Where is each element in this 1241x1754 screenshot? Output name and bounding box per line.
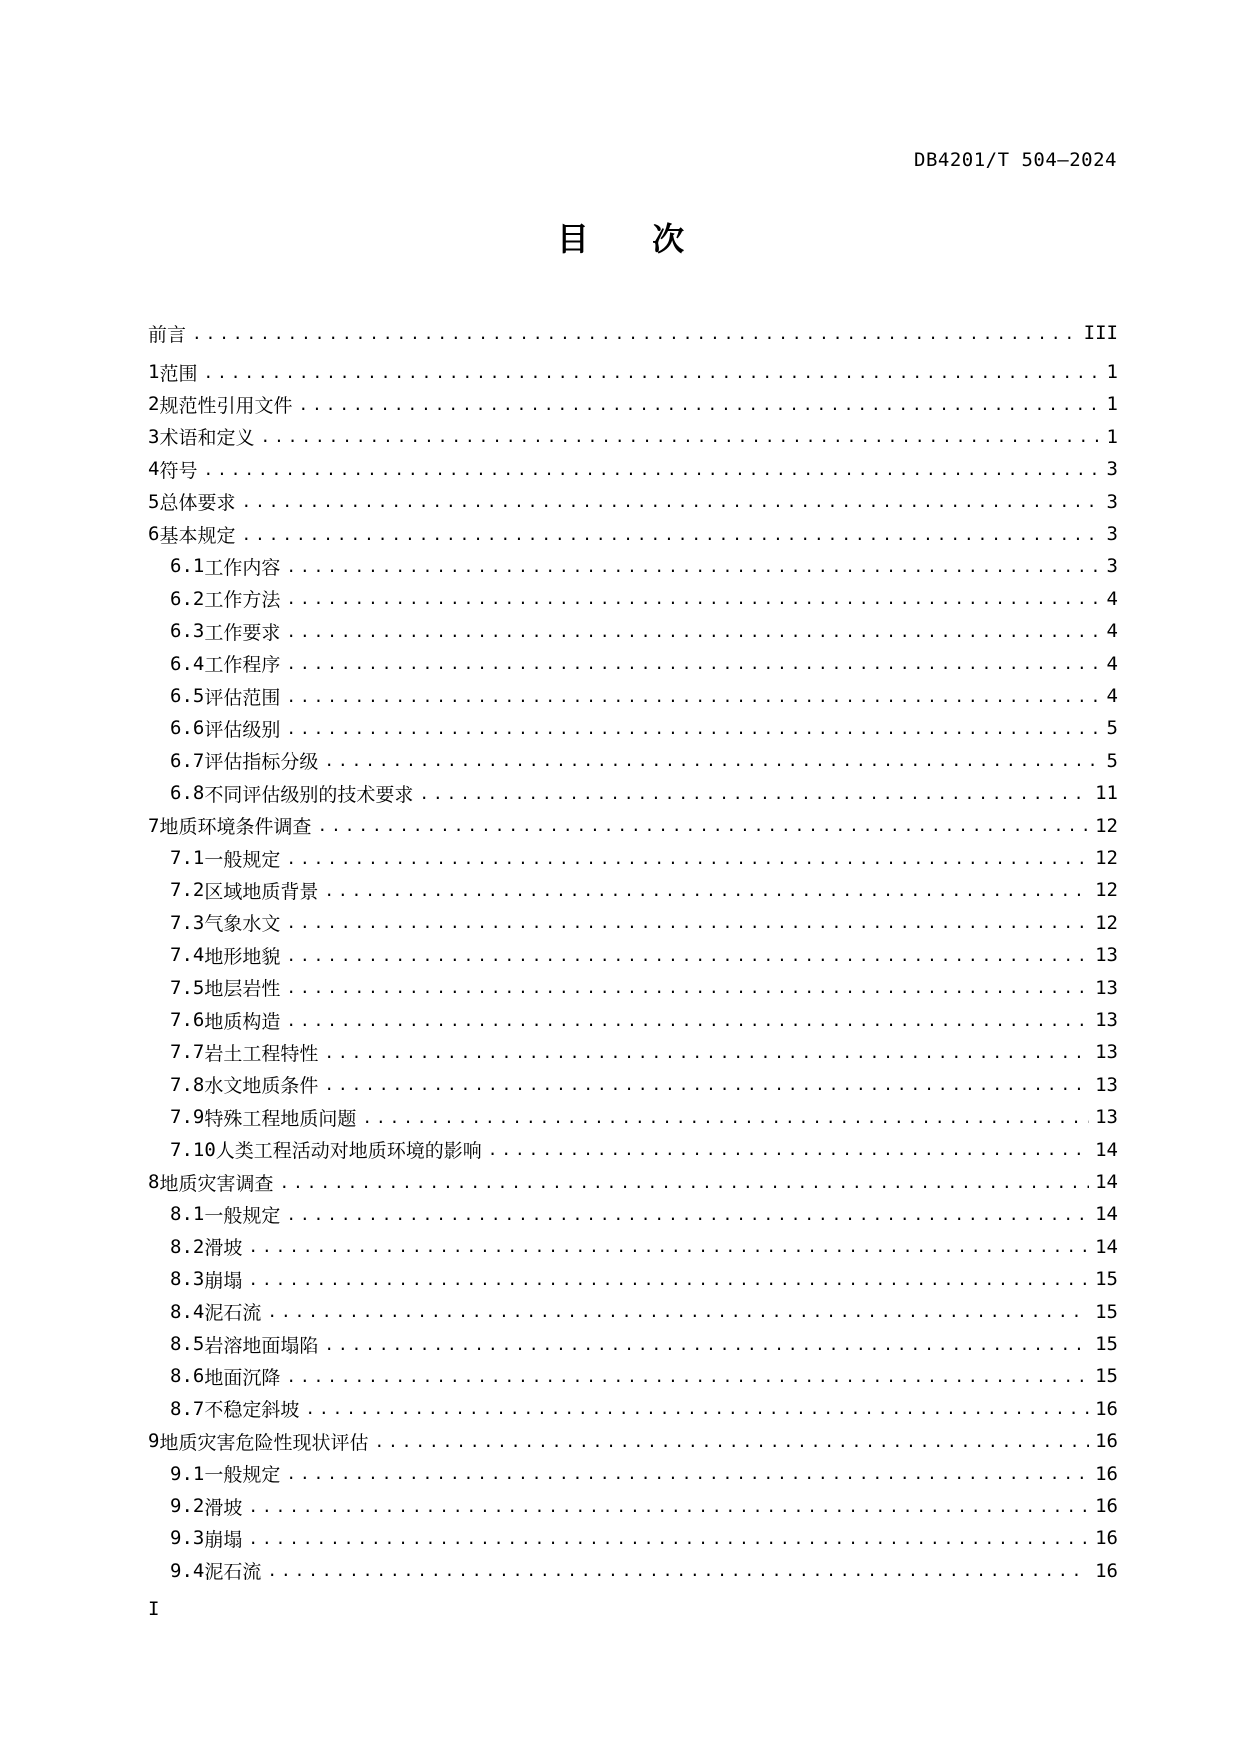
toc-entry-page: 12	[1095, 879, 1118, 902]
toc-entry[interactable]	[148, 811, 1118, 841]
toc-dot-leader	[286, 687, 1100, 706]
toc-entry-label: 范围	[159, 362, 198, 385]
toc-entry-label: 人类工程活动对地质环境的影响	[215, 1140, 482, 1163]
toc-entry[interactable]	[148, 746, 1118, 776]
toc-entry-number: 7.10	[170, 1138, 216, 1161]
toc-entry-page: 16	[1095, 1462, 1118, 1485]
toc-dot-leader	[286, 1464, 1089, 1483]
toc-entry-number: 6.8	[170, 782, 205, 805]
toc-entry-label: 工作内容	[204, 556, 281, 579]
toc-entry[interactable]	[148, 1426, 1118, 1456]
toc-entry[interactable]	[148, 1264, 1118, 1294]
toc-entry-page: 14	[1095, 1235, 1118, 1258]
toc-entry-number: 8.7	[170, 1397, 205, 1420]
footer-page-number: I	[148, 1598, 160, 1620]
toc-dot-leader	[324, 1043, 1089, 1062]
toc-entry[interactable]	[148, 1329, 1118, 1359]
toc-entry-page: 13	[1095, 944, 1118, 967]
toc-entry-page: 13	[1095, 976, 1118, 999]
toc-entry[interactable]	[148, 1361, 1118, 1391]
toc-dot-leader	[286, 1205, 1089, 1224]
toc-entry[interactable]	[148, 487, 1118, 517]
toc-entry-number: 3	[148, 425, 160, 448]
toc-dot-leader	[267, 1302, 1089, 1321]
toc-dot-leader	[286, 719, 1100, 738]
toc-entry-page: 3	[1106, 490, 1118, 513]
toc-entry-page: 16	[1095, 1527, 1118, 1550]
toc-entry[interactable]	[148, 454, 1118, 484]
toc-entry-number: 9.2	[170, 1495, 205, 1517]
toc-dot-leader	[248, 1497, 1089, 1516]
toc-entry-label: 地质构造	[204, 1010, 281, 1033]
toc-dot-leader	[248, 1529, 1089, 1548]
toc-entry-page: 13	[1095, 1041, 1118, 1064]
toc-entry-page: 4	[1106, 652, 1118, 675]
toc-dot-leader	[267, 1561, 1089, 1580]
toc-entry-page: 1	[1106, 425, 1118, 448]
toc-dot-leader	[248, 1270, 1089, 1289]
toc-entry-page: 3	[1106, 555, 1118, 578]
toc-entry[interactable]	[148, 1070, 1118, 1100]
toc-entry-label: 水文地质条件	[204, 1075, 319, 1098]
toc-entry[interactable]	[148, 1459, 1118, 1489]
toc-entry-number: 7.6	[170, 1009, 205, 1031]
toc-dot-leader	[241, 525, 1100, 544]
toc-entry[interactable]	[148, 973, 1118, 1003]
toc-entry-number: 6.4	[170, 652, 205, 675]
toc-entry-number: 7.8	[170, 1073, 205, 1096]
toc-dot-leader	[374, 1432, 1089, 1451]
toc-entry[interactable]	[148, 1232, 1118, 1262]
toc-entry-page: 4	[1106, 685, 1118, 707]
toc-dot-leader	[324, 1335, 1089, 1354]
toc-entry-page: 3	[1106, 523, 1118, 545]
toc-entry-label: 泥石流	[204, 1561, 262, 1584]
toc-entry-label: 特殊工程地质问题	[204, 1107, 357, 1130]
toc-dot-leader	[286, 849, 1089, 868]
toc-entry[interactable]	[148, 1102, 1118, 1132]
toc-entry-label: 岩溶地面塌陷	[204, 1334, 319, 1357]
toc-entry-number: 7.3	[170, 911, 205, 934]
toc-entry[interactable]	[148, 389, 1118, 419]
toc-entry-page: 13	[1095, 1073, 1118, 1096]
toc-entry[interactable]	[148, 649, 1118, 679]
toc-entry-number: 8	[148, 1171, 160, 1193]
toc-entry-label: 地质灾害危险性现状评估	[159, 1431, 369, 1454]
toc-entry-number: 7.9	[170, 1106, 205, 1129]
toc-entry-number: 2	[148, 393, 160, 416]
toc-entry-page: 4	[1106, 620, 1118, 643]
toc-entry-label: 评估指标分级	[204, 751, 319, 774]
toc-entry[interactable]	[148, 551, 1118, 581]
toc-entry-label: 术语和定义	[159, 427, 255, 450]
toc-dot-leader	[192, 324, 1078, 343]
toc-entry[interactable]	[148, 584, 1118, 614]
toc-dot-leader	[362, 1108, 1089, 1127]
toc-entry-label: 总体要求	[159, 492, 236, 515]
toc-entry-number: 8.3	[170, 1268, 205, 1291]
toc-entry[interactable]	[148, 1297, 1118, 1327]
toc-entry-number: 6.7	[170, 749, 205, 772]
toc-entry-label: 地层岩性	[204, 978, 281, 1001]
toc-entry[interactable]	[148, 519, 1118, 549]
toc-dot-leader	[260, 427, 1100, 446]
toc-dot-leader	[298, 395, 1100, 414]
toc-entry-number: 7	[148, 814, 160, 837]
toc-entry-label: 区域地质背景	[204, 880, 319, 903]
toc-entry-number: 7.4	[170, 944, 205, 967]
toc-entry-page: 15	[1095, 1300, 1118, 1323]
toc-entry[interactable]	[148, 1167, 1118, 1197]
toc-entry-label: 工作方法	[204, 589, 281, 612]
toc-entry-label: 岩土工程特性	[204, 1042, 319, 1065]
toc-entry-page: 16	[1095, 1495, 1118, 1517]
toc-entry-number: 8.4	[170, 1300, 205, 1323]
toc-entry-page: 14	[1095, 1171, 1118, 1193]
toc-entry[interactable]	[148, 1523, 1118, 1553]
toc-entry-label: 气象水文	[204, 913, 281, 936]
toc-entry[interactable]	[148, 875, 1118, 905]
toc-entry-number: 9.4	[170, 1559, 205, 1582]
toc-entry-page: 12	[1095, 911, 1118, 934]
toc-entry-page: 15	[1095, 1333, 1118, 1355]
toc-entry-number: 7.2	[170, 879, 205, 902]
toc-entry-page: 14	[1095, 1138, 1118, 1161]
toc-entry-label: 滑坡	[204, 1496, 243, 1519]
toc-entry-number: 8.2	[170, 1235, 205, 1258]
toc-dot-leader	[324, 1075, 1089, 1094]
toc-entry-label: 不稳定斜坡	[204, 1399, 300, 1422]
toc-dot-leader	[324, 751, 1100, 770]
toc-entry-page: 5	[1106, 749, 1118, 772]
toc-entry-label: 崩塌	[204, 1269, 243, 1292]
toc-entry-page: 12	[1095, 847, 1118, 869]
toc-entry-page: 14	[1095, 1203, 1118, 1226]
toc-entry-label: 评估级别	[204, 718, 281, 741]
toc-entry-page: 4	[1106, 587, 1118, 610]
toc-dot-leader	[286, 557, 1100, 576]
toc-dot-leader	[286, 913, 1089, 932]
toc-entry-label: 符号	[159, 459, 198, 482]
toc-entry-number: 6.5	[170, 685, 205, 707]
toc-entry-number: 1	[148, 361, 160, 383]
toc-dot-leader	[203, 363, 1100, 382]
page-title	[0, 214, 1241, 260]
toc-entry-page: 11	[1095, 782, 1118, 805]
toc-entry[interactable]	[148, 357, 1118, 387]
toc-dot-leader	[241, 492, 1100, 511]
toc-entry-page: III	[1083, 322, 1118, 344]
toc-entry[interactable]	[148, 843, 1118, 873]
toc-entry-label: 评估范围	[204, 686, 281, 709]
toc-entry-label: 一般规定	[204, 1464, 281, 1487]
toc-entry-page: 16	[1095, 1559, 1118, 1582]
toc-entry[interactable]	[148, 318, 1118, 348]
toc-dot-leader	[488, 1140, 1089, 1159]
toc-entry-number: 9	[148, 1430, 160, 1453]
toc-entry-page: 1	[1106, 361, 1118, 383]
toc-entry[interactable]	[148, 1135, 1118, 1165]
toc-entry[interactable]	[148, 940, 1118, 970]
toc-dot-leader	[419, 784, 1089, 803]
toc-entry[interactable]	[148, 616, 1118, 646]
toc-dot-leader	[286, 1367, 1089, 1386]
document-code: DB4201/T 504—2024	[914, 149, 1117, 171]
toc-entry-label: 崩塌	[204, 1528, 243, 1551]
toc-entry-label: 地形地貌	[204, 945, 281, 968]
toc-entry-label: 工作程序	[204, 654, 281, 677]
toc-entry[interactable]	[148, 778, 1118, 808]
toc-entry[interactable]	[148, 1556, 1118, 1586]
toc-entry-label: 基本规定	[159, 524, 236, 547]
toc-entry-number: 7.7	[170, 1041, 205, 1064]
toc-entry-number: 8.6	[170, 1365, 205, 1388]
toc-entry-page: 13	[1095, 1009, 1118, 1031]
toc-dot-leader	[305, 1399, 1089, 1418]
toc-entry[interactable]	[148, 1037, 1118, 1067]
toc-entry-page: 16	[1095, 1397, 1118, 1420]
toc-entry-label: 泥石流	[204, 1302, 262, 1325]
toc-entry-number: 6.1	[170, 555, 205, 578]
toc-dot-leader	[286, 978, 1089, 997]
toc-entry-page: 1	[1106, 393, 1118, 416]
toc-entry-page: 13	[1095, 1106, 1118, 1129]
toc-entry-label: 一般规定	[204, 1204, 281, 1227]
toc-entry-number: 6	[148, 523, 160, 545]
toc-dot-leader	[286, 654, 1100, 673]
toc-entry-number: 6.6	[170, 717, 205, 740]
title-char-2: 次	[652, 220, 685, 258]
toc-entry-number: 8.1	[170, 1203, 205, 1226]
toc-entry-number: 5	[148, 490, 160, 513]
toc-dot-leader	[286, 946, 1089, 965]
toc-entry-number: 9.3	[170, 1527, 205, 1550]
toc-entry-number: 6.3	[170, 620, 205, 643]
toc-entry-label: 地质环境条件调查	[159, 816, 312, 839]
toc-entry-number: 7.5	[170, 976, 205, 999]
toc-entry-page: 16	[1095, 1430, 1118, 1453]
toc-entry-label: 前言	[148, 323, 187, 346]
toc-entry-number: 7.1	[170, 847, 205, 869]
toc-entry-label: 地质灾害调查	[159, 1172, 274, 1195]
toc-entry-page: 12	[1095, 814, 1118, 837]
toc-entry-label: 工作要求	[204, 621, 281, 644]
toc-entry[interactable]	[148, 422, 1118, 452]
toc-entry-page: 15	[1095, 1365, 1118, 1388]
toc-entry-label: 地面沉降	[204, 1366, 281, 1389]
toc-entry-label: 一般规定	[204, 848, 281, 871]
toc-dot-leader	[317, 816, 1089, 835]
toc-entry[interactable]	[148, 713, 1118, 743]
toc-entry-label: 不同评估级别的技术要求	[204, 783, 414, 806]
toc-entry-label: 滑坡	[204, 1237, 243, 1260]
toc-dot-leader	[203, 460, 1100, 479]
toc-entry-page: 3	[1106, 458, 1118, 481]
toc-entry[interactable]	[148, 908, 1118, 938]
toc-entry-number: 6.2	[170, 587, 205, 610]
toc-entry-number: 9.1	[170, 1462, 205, 1485]
toc-entry[interactable]	[148, 1394, 1118, 1424]
toc-dot-leader	[286, 589, 1100, 608]
toc-dot-leader	[286, 622, 1100, 641]
toc-entry[interactable]	[148, 1491, 1118, 1521]
toc-entry-page: 15	[1095, 1268, 1118, 1291]
toc-dot-leader	[279, 1173, 1089, 1192]
toc-entry[interactable]	[148, 681, 1118, 711]
toc-dot-leader	[286, 1011, 1089, 1030]
toc-entry-page: 5	[1106, 717, 1118, 740]
toc-entry-label: 规范性引用文件	[159, 394, 293, 417]
toc-dot-leader	[324, 881, 1089, 900]
toc-dot-leader	[248, 1237, 1089, 1256]
toc-entry[interactable]	[148, 1005, 1118, 1035]
toc-entry-number: 4	[148, 458, 160, 481]
title-char-1: 目	[556, 220, 589, 258]
toc-entry-number: 8.5	[170, 1333, 205, 1355]
toc-entry[interactable]	[148, 1199, 1118, 1229]
